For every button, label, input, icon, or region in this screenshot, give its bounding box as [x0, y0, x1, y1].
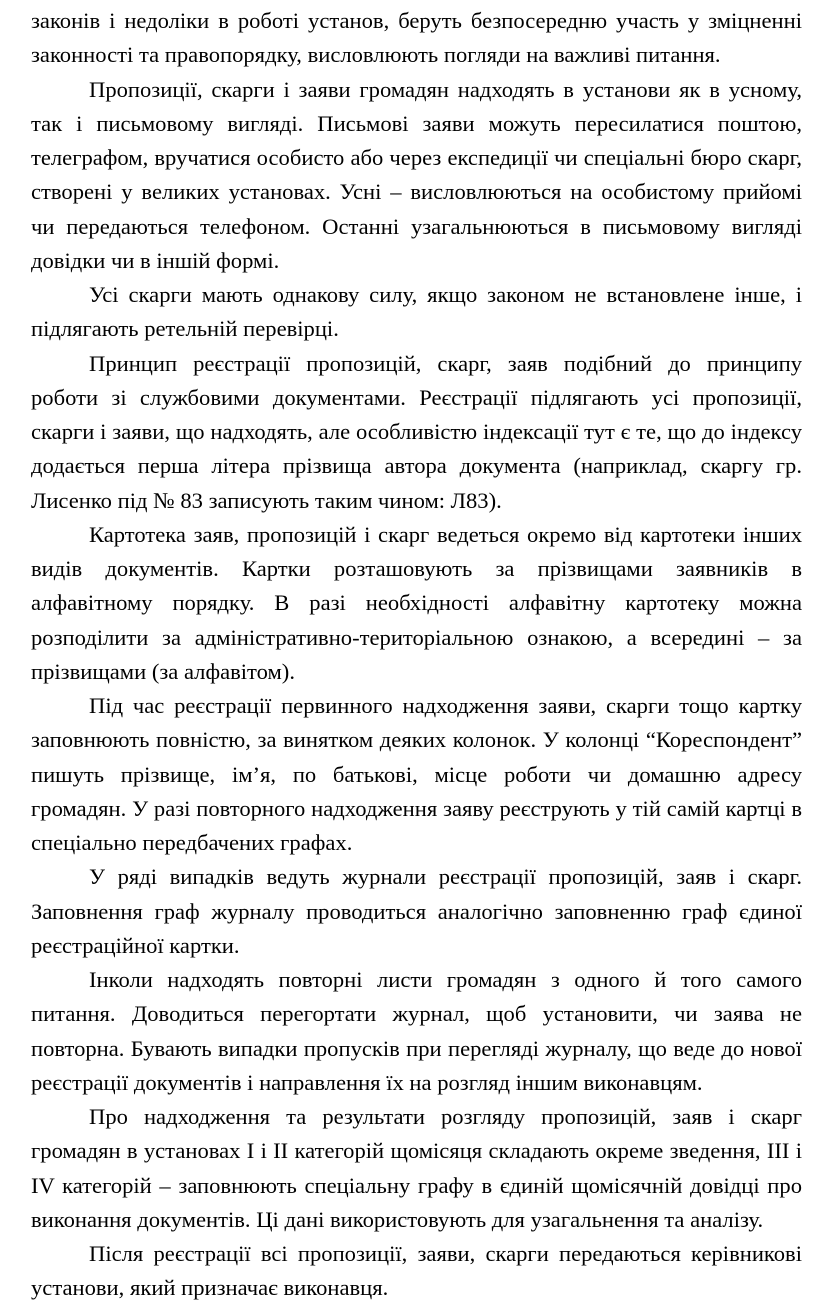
paragraph-9: Про надходження та результати розгляду пропозицій, заяв і скарг громадян в установах І і ІІ категорій щомісяця складають окреме зведення, ІІІ і ІV категорій – заповнюють спеціальну графу в єдиній щомісячній довідці про виконання документів. Ці дані використовують для узагальнення та аналізу.: [31, 1104, 802, 1232]
paragraph-7: У ряді випадків ведуть журнали реєстрації пропозицій, заяв і скарг. Заповнення граф журналу проводиться аналогічно заповненню граф єдиної реєстраційної картки.: [31, 864, 802, 958]
paragraph-4: Принцип реєстрації пропозицій, скарг, заяв подібний до принципу роботи зі службовими документами. Реєстрації підлягають усі пропозиції, скарги і заяви, що надходять, але особливістю індексації тут є те, що до індексу додається перша літера прізвища автора документа (наприклад, скаргу гр. Лисенко під № 83 записують таким чином: Л83).: [31, 350, 802, 513]
paragraph-5: Картотека заяв, пропозицій і скарг ведеться окремо від картотеки інших видів документів. Картки розташовують за прізвищами заявників в алфавітному порядку. В разі необхідності алфавітну картотеку можна розподілити за адміністративно-територіальною ознакою, а всередині – за прізвищами (за алфавітом).: [31, 521, 802, 684]
paragraph-6: Під час реєстрації первинного надходження заяви, скарги тощо картку заповнюють повністю, за винятком деяких колонок. У колонці “Кореспондент” пишуть прізвище, ім’я, по батькові, місце роботи чи домашню адресу громадян. У разі повторного надходження заяву реєструють у тій самій картці в спеціально передбачених графах.: [31, 693, 802, 855]
paragraph-3: Усі скарги мають однакову силу, якщо законом не встановлене інше, і підлягають ретельній перевірці.: [31, 282, 802, 342]
paragraph-1: законів і недоліки в роботі установ, беруть безпосередню участь у зміцненні законності та правопорядку, висловлюють погляди на важливі питання.: [31, 8, 802, 68]
paragraph-2: Пропозиції, скарги і заяви громадян надходять в установи як в усному, так і письмовому вигляді. Письмові заяви можуть пересилатися поштою, телеграфом, вручатися особисто або через експедиції чи спеціальні бюро скарг, створені у великих установах. Усні – висловлюються на особистому прийомі чи передаються телефоном. Останні узагальнюються в письмовому вигляді довідки чи в іншій формі.: [31, 76, 802, 273]
paragraph-10: Після реєстрації всі пропозиції, заяви, скарги передаються керівникові установи, який призначає виконавця.: [31, 1241, 802, 1301]
paragraph-8: Інколи надходять повторні листи громадян з одного й того самого питання. Доводиться перегортати журнал, щоб установити, чи заява не повторна. Бувають випадки пропусків при перегляді журналу, що веде до нової реєстрації документів і направлення їх на розгляд іншим виконавцям.: [31, 967, 802, 1095]
